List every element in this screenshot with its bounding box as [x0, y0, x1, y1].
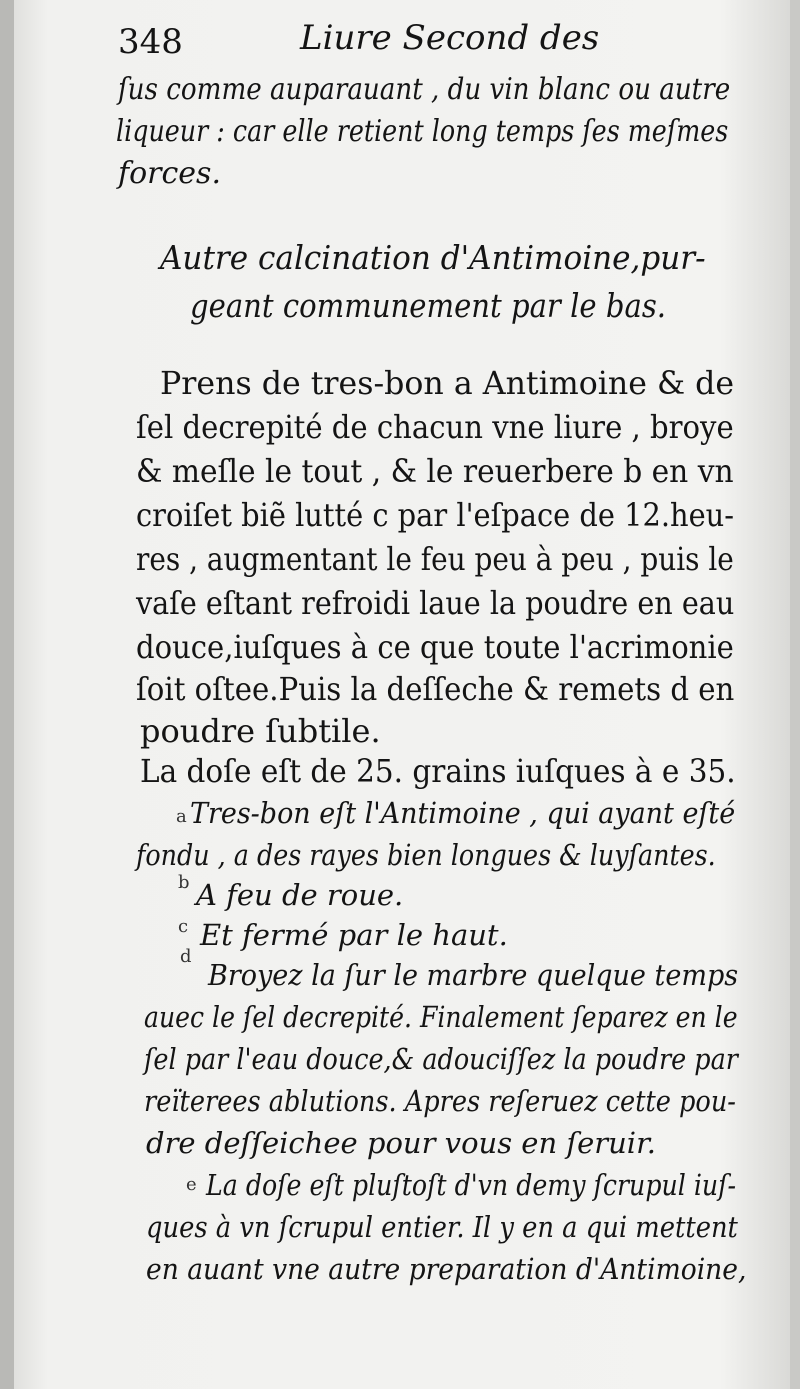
note-line: auec le ſel decrepité. Finalement ſeparez en le: [144, 1000, 738, 1034]
body-line: vaſe eſtant refroidi laue la poudre en eau: [136, 584, 735, 622]
note-mark: b: [178, 872, 190, 893]
body-line: res , augmentant le feu peu à peu , puis le: [136, 540, 734, 578]
note-line: La doſe eſt pluſtoſt d'vn demy ſcrupul iuſ-: [206, 1168, 737, 1202]
body-line: douce,iuſques à ce que toute l'acrimonie: [136, 628, 734, 666]
note-line: ques à vn ſcrupul entier. Il y en a qui mettent: [146, 1210, 738, 1244]
continuation-line: forces.: [118, 156, 221, 191]
note-line: en auant vne autre preparation d'Antimoine,: [146, 1252, 747, 1286]
page-edge-right: [790, 0, 800, 1389]
note-mark: d: [180, 946, 192, 967]
note-mark: e: [186, 1174, 197, 1195]
body-line: croiſet biẽ lutté c par l'eſpace de 12.heu-: [136, 496, 735, 534]
note-line: ſel par l'eau douce,& adouciſſez la poudre par: [144, 1042, 738, 1076]
note-line: fondu , a des rayes bien longues & luyſantes.: [136, 838, 716, 872]
body-line: poudre ſubtile.: [140, 712, 381, 750]
note-line: Et fermé par le haut.: [200, 918, 508, 952]
dose-line: La doſe eſt de 25. grains iuſques à e 35.: [140, 752, 736, 790]
note-mark: c: [178, 916, 189, 937]
note-line: Tres-bon eſt l'Antimoine , qui ayant eſté: [190, 796, 736, 830]
continuation-line: liqueur : car elle retient long temps ſes meſmes: [116, 114, 729, 149]
page-number: 348: [118, 22, 183, 62]
body-line: ſoit oſtee.Puis la deſſeche & remets d en: [136, 670, 735, 708]
body-line: & meſle le tout , & le reuerbere b en vn: [136, 452, 734, 490]
page-edge-left: [0, 0, 14, 1389]
body-line: Prens de tres-bon a Antimoine & de: [160, 364, 735, 402]
section-title: Autre calcination d'Antimoine,pur-: [160, 238, 706, 277]
note-mark: a: [176, 806, 187, 827]
section-title: geant communement par le bas.: [190, 286, 666, 325]
note-line: dre deſſeichee pour vous en ſeruir.: [146, 1126, 656, 1160]
note-line: reïterees ablutions. Apres reſeruez cette pou-: [144, 1084, 736, 1118]
body-line: ſel decrepité de chacun vne liure , broye: [136, 408, 734, 446]
running-title: Liure Second des: [300, 18, 600, 58]
note-line: A feu de roue.: [196, 878, 404, 912]
continuation-line: ſus comme auparauant , du vin blanc ou autre: [118, 72, 731, 107]
note-line: Broyez la ſur le marbre quelque temps: [208, 958, 739, 992]
